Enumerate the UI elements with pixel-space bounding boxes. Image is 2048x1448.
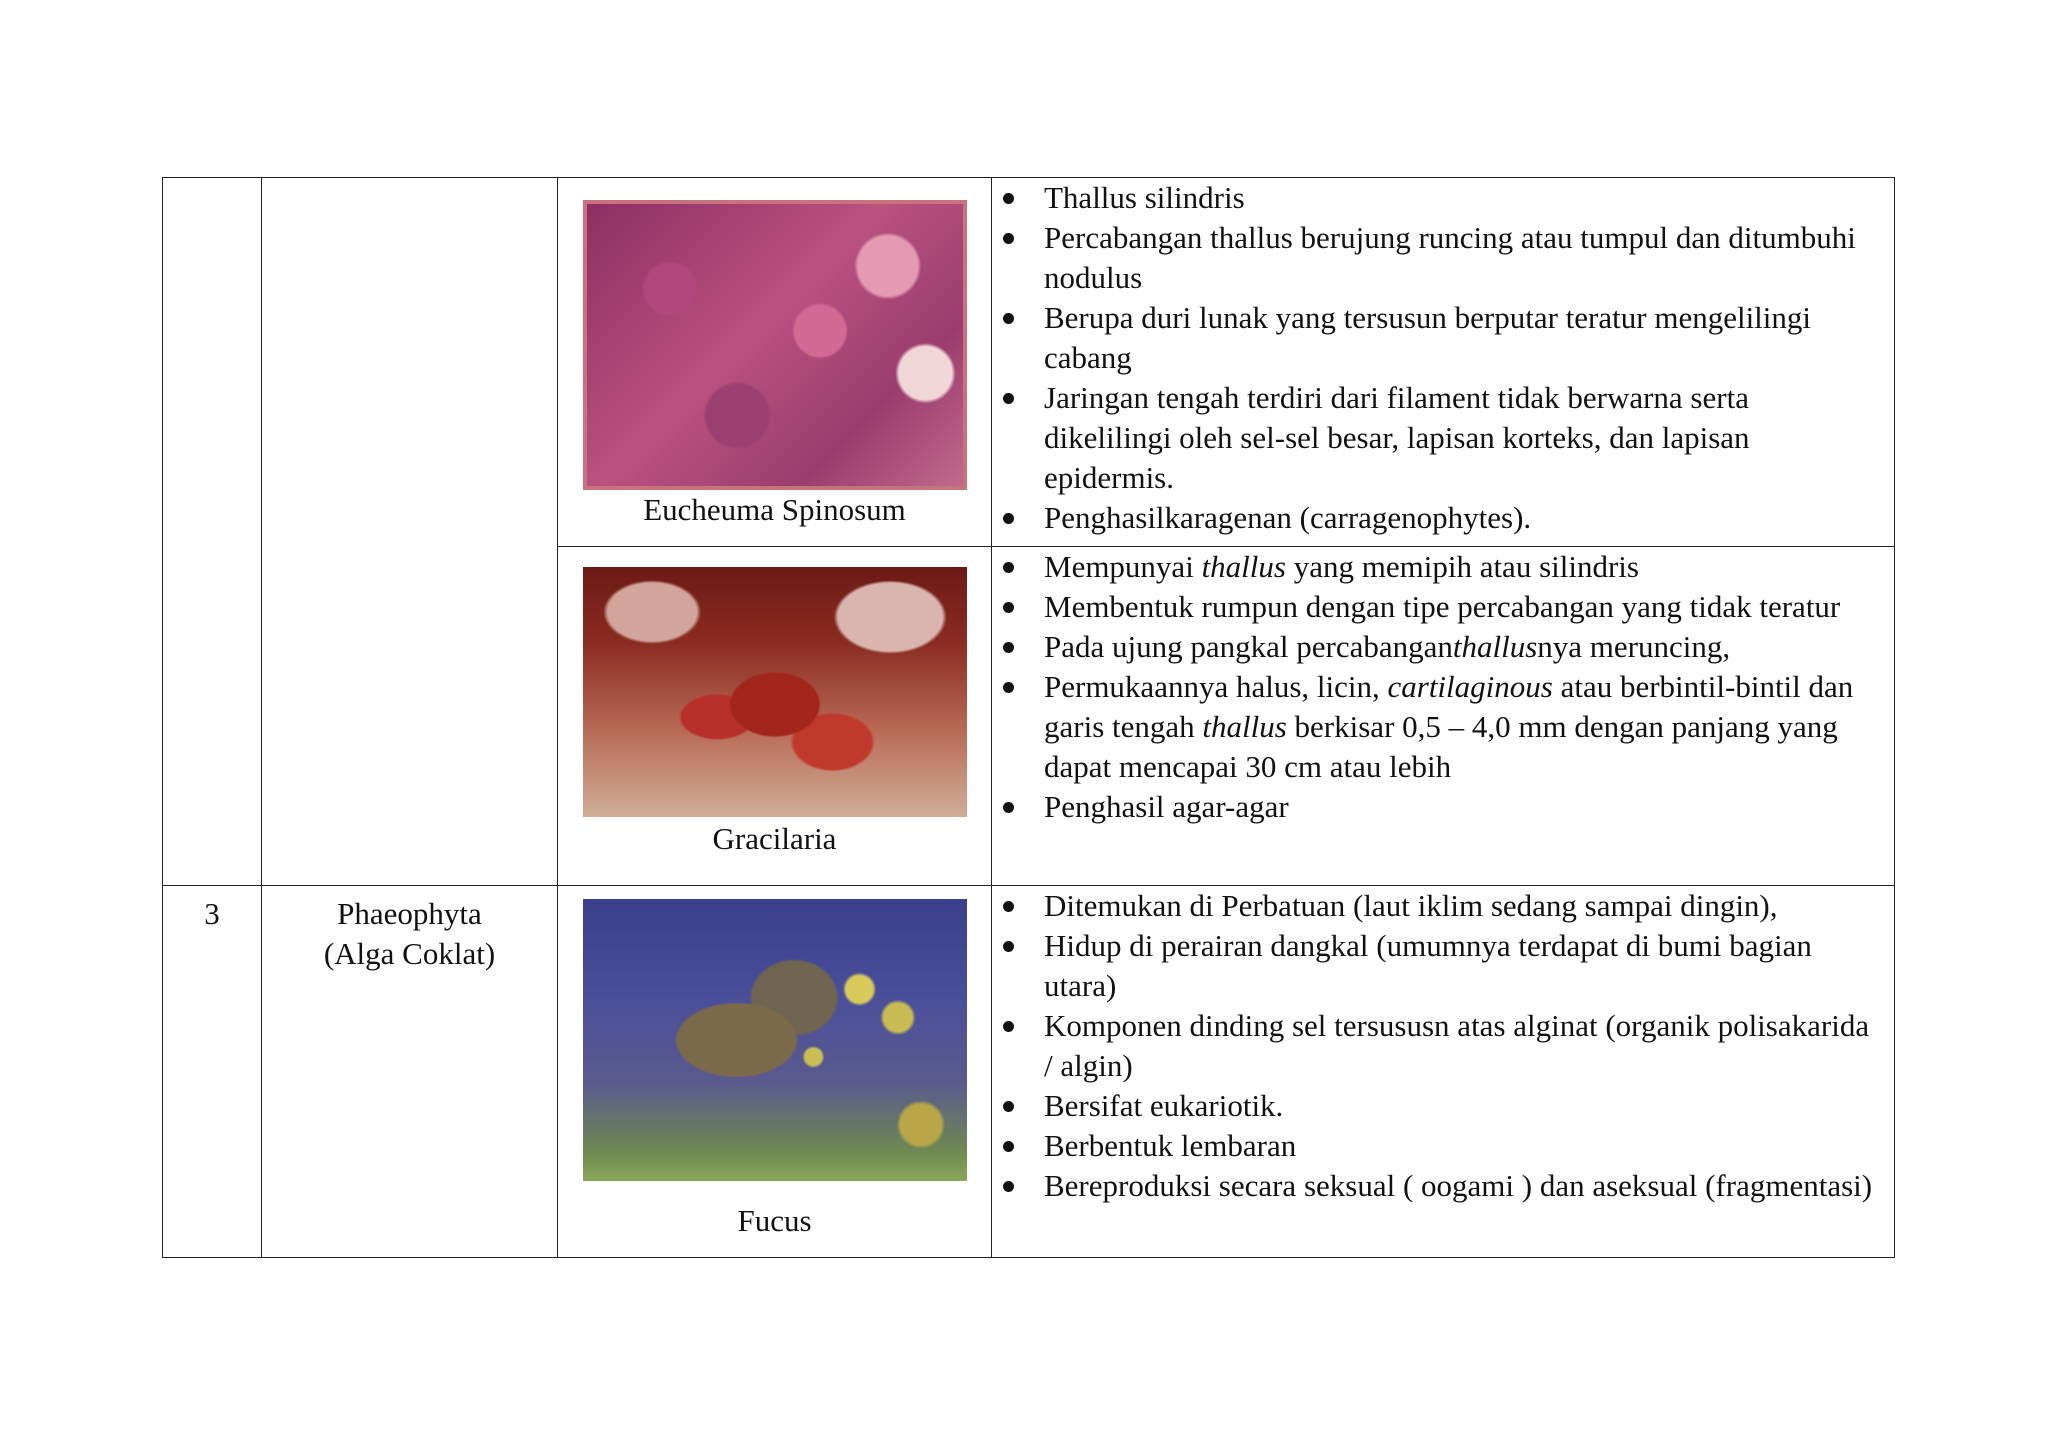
species-cell <box>558 178 992 547</box>
trait-item: Thallus silindris <box>992 178 1884 218</box>
trait-item: Bersifat eukariotik. <box>992 1086 1884 1126</box>
gracilaria-photo <box>583 567 967 817</box>
algae-table <box>162 177 1895 1258</box>
trait-item: Percabangan thallus berujung runcing atau tumpul dan ditumbuhi nodulus <box>992 218 1884 298</box>
eucheuma-spinosum-photo <box>583 200 967 490</box>
trait-item: Berupa duri lunak yang tersusun berputar teratur mengelilingi cabang <box>992 298 1884 378</box>
species-cell <box>558 886 992 1258</box>
trait-item: Bereproduksi secara seksual ( oogami ) dan aseksual (fragmentasi) <box>992 1166 1884 1206</box>
trait-list <box>992 886 1894 1206</box>
row-number <box>163 178 262 886</box>
species-caption: Gracilaria <box>712 821 837 856</box>
trait-item: Penghasil agar-agar <box>992 787 1884 827</box>
division-note: (Alga Coklat) <box>323 936 496 971</box>
species-caption: Fucus <box>737 1203 812 1238</box>
trait-item: Berbentuk lembaran <box>992 1126 1884 1166</box>
division-name: Phaeophyta <box>337 896 482 931</box>
trait-item: Penghasilkaragenan (carragenophytes). <box>992 498 1884 538</box>
italic-term: thallus <box>1202 709 1287 744</box>
trait-item: Membentuk rumpun dengan tipe percabangan yang tidak teratur <box>992 587 1884 627</box>
trait-list <box>992 547 1894 827</box>
trait-item: Komponen dinding sel tersususn atas alginat (organik polisakarida / algin) <box>992 1006 1884 1086</box>
species-caption: Eucheuma Spinosum <box>643 492 906 527</box>
species-cell <box>558 547 992 886</box>
trait-item: Ditemukan di Perbatuan (laut iklim sedang sampai dingin), <box>992 886 1884 926</box>
trait-item: Mempunyai thallus yang memipih atau silindris <box>992 547 1884 587</box>
table-row <box>163 886 1895 1258</box>
traits-cell <box>992 178 1895 547</box>
trait-list <box>992 178 1894 538</box>
italic-term: thallus <box>1452 629 1538 664</box>
division-cell <box>262 886 558 1258</box>
trait-item: Jaringan tengah terdiri dari filament tidak berwarna serta dikelilingi oleh sel-sel besar, lapisan korteks, dan lapisan epidermis. <box>992 378 1884 498</box>
traits-cell <box>992 886 1895 1258</box>
table-row <box>163 178 1895 547</box>
traits-cell <box>992 547 1895 886</box>
italic-term: thallus <box>1201 549 1286 584</box>
italic-term: cartilaginous <box>1387 669 1553 704</box>
row-number: 3 <box>163 886 262 1258</box>
trait-item: Permukaannya halus, licin, cartilaginous atau berbintil-bintil dan garis tengah thallus berkisar 0,5 – 4,0 mm dengan panjang yang dapat mencapai 30 cm atau lebih <box>992 667 1884 787</box>
trait-item: Hidup di perairan dangkal (umumnya terdapat di bumi bagian utara) <box>992 926 1884 1006</box>
trait-item: Pada ujung pangkal percabanganthallusnya meruncing, <box>992 627 1884 667</box>
fucus-photo <box>583 899 967 1181</box>
division-cell <box>262 178 558 886</box>
